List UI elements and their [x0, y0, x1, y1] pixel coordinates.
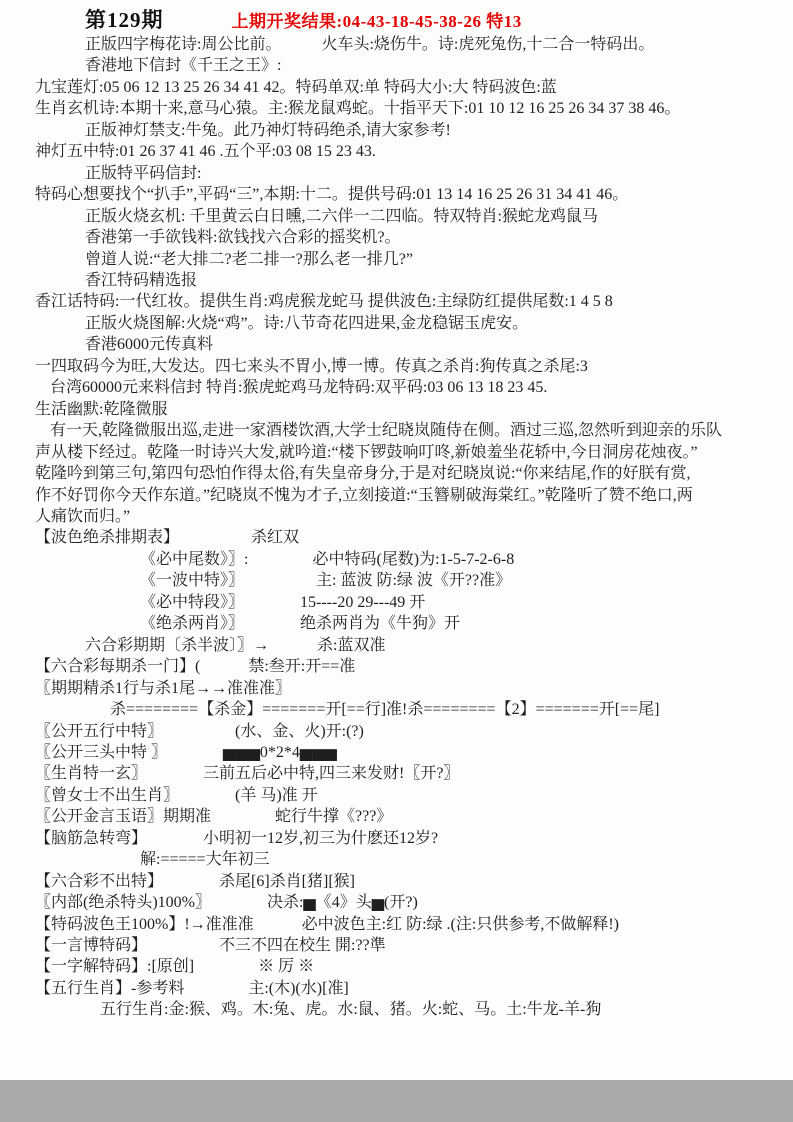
text-line: 香江话特码:一代红妆。提供生肖:鸡虎猴龙蛇马 提供波色:主绿防红提供尾数:1 4 5 8	[35, 293, 613, 311]
header-row	[0, 0, 793, 32]
text-line: 台湾60000元来料信封 特肖:猴虎蛇鸡马龙特码:双平码:03 06 13 18 23 45.	[50, 379, 548, 397]
text-line: 九宝莲灯:05 06 12 13 25 26 34 41 42。特码单双:单 特码大小:大 特码波色:蓝	[35, 78, 557, 96]
text-line: 【六合彩不出特】 杀尾[6]杀肖[猪][猴]	[35, 872, 355, 890]
text-line: 有一天,乾隆微服出巡,走进一家酒楼饮酒,大学士纪晓岚随侍在侧。酒过三巡,忽然听到迎亲的乐队	[50, 422, 723, 440]
text-line: 〖公开金言玉语〗期期准 蛇行牛撑《???》	[35, 808, 393, 826]
text-line: 香港地下信封《千王之王》:	[85, 57, 282, 75]
text-line: 〖内部(绝杀特头)100%〗 决杀:▅《4》头▅(开?)	[35, 894, 418, 912]
text-line: 【一言博特码】 不三不四在校生 開:??準	[35, 937, 386, 955]
last-draw-result: 上期开奖结果:04-43-18-45-38-26 特13	[231, 12, 522, 31]
text-line: 一四取码今为旺,大发达。四七来头不胃小,博一博。传真之杀肖:狗传真之杀尾:3	[35, 357, 588, 375]
text-line: 《一波中特》〗 主: 蓝波 防:绿 波《开??准》	[140, 572, 512, 590]
text-line: 【一字解特码】:[原创] ※ 厉 ※	[35, 958, 315, 976]
text-line: 【脑筋急转弯】 小明初一12岁,初三为什麽还12岁?	[35, 829, 439, 847]
text-line: 作不好罚你今天作东道。”纪晓岚不愧为才子,立刻接道:“玉簪剔破海棠红。”乾隆听了赞不绝口,两	[35, 486, 693, 504]
text-line: 【五行生肖】-参考料 主:(木)(水)[准]	[35, 979, 349, 997]
text-line: 香港6000元传真料	[85, 336, 214, 354]
text-line: 【波色绝杀排期表】 杀红双	[35, 529, 300, 547]
text-line: 〖曾女士不出生肖〗 (羊 马)准 开	[35, 786, 318, 804]
issue-number: 第129期	[85, 8, 164, 32]
text-line: 正版四字梅花诗:周公比前。 火车头:烧伤牛。诗:虎死兔伤,十二合一特码出。	[85, 36, 655, 53]
text-line: 【六合彩每期杀一门】( 禁:叁开:开==准	[35, 658, 356, 676]
text-line: 声从楼下经过。乾隆一时诗兴大发,就吟道:“楼下锣鼓响叮咚,新娘羞坐花轿中,今日洞房花烛夜。”	[35, 443, 698, 461]
text-line: 香港第一手欲钱料:欲钱找六合彩的摇奖机?。	[85, 229, 401, 247]
text-line: 〖公开三头中特 〗 ▅▅▅0*2*4▅▅▅	[35, 743, 337, 761]
text-line: 正版神灯禁支:牛兔。此乃神灯特码绝杀,请大家参考!	[85, 121, 451, 139]
text-line: 正版火烧玄机: 千里黄云白日曛,二六伴一二四临。特双特肖:猴蛇龙鸡鼠马	[85, 207, 598, 225]
text-line: 乾隆吟到第三句,第四句恐怕作得太俗,有失皇帝身分,于是对纪晓岚说:“你来结尾,作的好朕有赏,	[35, 465, 691, 483]
content-lines	[0, 34, 793, 1021]
text-line: 六合彩期期〔杀半波〕〗→ 杀:蓝双准	[85, 636, 386, 654]
text-line: 人痛饮而归。”	[35, 507, 131, 525]
text-line: 《绝杀两肖》〗 绝杀两肖为《牛狗》开	[140, 615, 461, 633]
text-line: 香江特码精选报	[85, 271, 198, 289]
text-line: 解:=====大年初三	[140, 851, 270, 869]
text-line: 〖公开五行中特〗 (水、金、火)开:(?)	[35, 722, 364, 740]
text-line: 《必中特段》〗 15----20 29---49 开	[140, 593, 426, 611]
text-line: 〖期期精杀1行与杀1尾→→准准准〗	[35, 679, 292, 697]
text-line: 曾道人说:“老大排二?老二排一?那么老一排几?”	[85, 250, 413, 268]
text-line: 神灯五中特:01 26 37 41 46 .五个平:03 08 15 23 43.	[35, 143, 376, 161]
text-line: 生活幽默:乾隆微服	[35, 400, 168, 418]
text-line: 杀========【杀金】=======开[==行]准!杀========【2】=======开[==尾]	[110, 701, 660, 719]
text-line: 特码心想要找个“扒手”,平码“三”,本期:十二。提供号码:01 13 14 16 25 26 31 34 41 46。	[35, 186, 629, 204]
text-line: 〖生肖特一玄〗 三前五后必中特,四三来发财!〖开?〗	[35, 765, 460, 783]
footer-bar	[0, 1080, 793, 1122]
text-line: 【特码波色王100%】!→准准准 必中波色主:红 防:绿 .(注:只供参考,不做解释!)	[35, 915, 619, 933]
text-line: 正版特平码信封:	[85, 164, 202, 182]
text-line: 五行生肖:金:猴、鸡。木:兔、虎。水:鼠、猪。火:蛇、马。土:牛龙-羊-狗	[100, 1001, 602, 1019]
text-line: 《必中尾数》〗: 必中特码(尾数)为:1-5-7-2-6-8	[140, 550, 515, 568]
text-line: 正版火烧图解:火烧“鸡”。诗:八节奇花四进果,金龙稳锯玉虎安。	[85, 314, 529, 332]
text-line: 生肖玄机诗:本期十来,意马心猿。主:猴龙鼠鸡蛇。十指平天下:01 10 12 16 25 26 34 37 38 46。	[35, 100, 681, 118]
